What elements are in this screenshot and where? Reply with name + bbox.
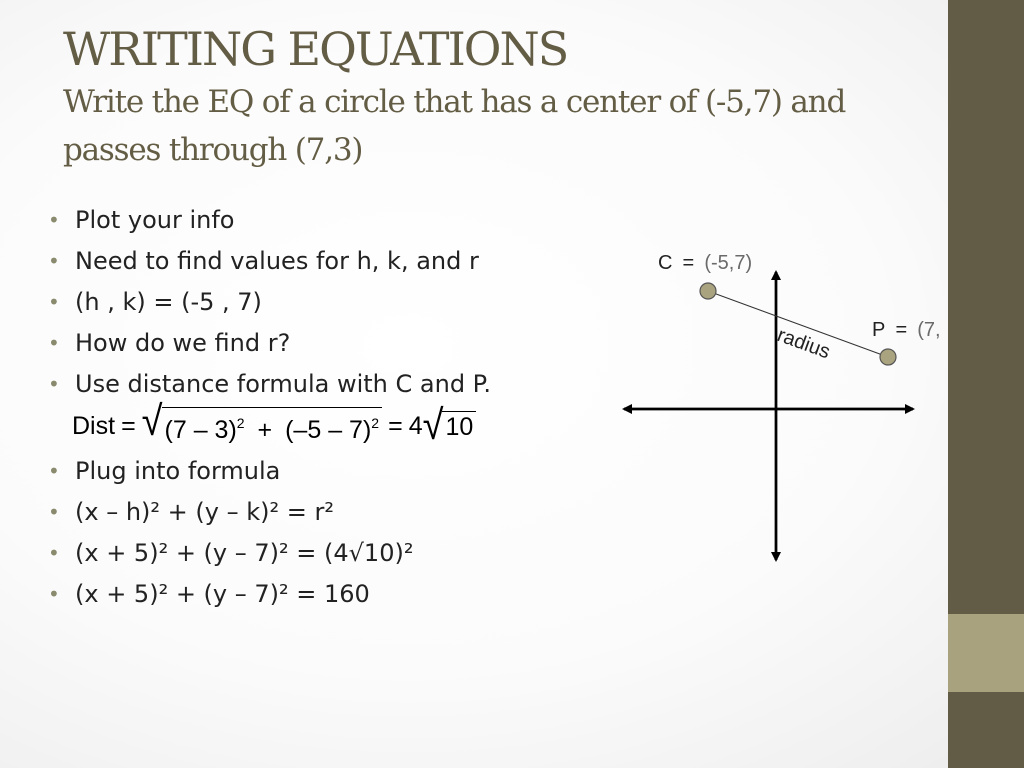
bullet-item: • Need to find values for h, k, and r: [48, 245, 535, 277]
bullet-list: [48, 204, 548, 619]
distance-formula: [72, 398, 548, 449]
slide-subtitle: Write the EQ of a circle that has a center of (-5,7) and passes through (7,3): [63, 84, 846, 168]
distance-formula-row: [48, 398, 548, 449]
result-radical: [422, 402, 477, 449]
bullet-item: • Plug into formula: [48, 455, 548, 487]
radical-sign: √: [422, 402, 444, 449]
formula-term-2: (–5 – 7): [285, 416, 372, 444]
slide-title: WRITING EQUATIONS: [63, 22, 568, 76]
exponent-1: 2: [236, 415, 245, 431]
bullet-item: • (h , k) = (-5 , 7): [48, 286, 548, 318]
formula-term-1: (7 – 3): [164, 416, 237, 444]
radical-sign: √: [141, 398, 163, 445]
coordinate-diagram: [600, 240, 948, 570]
bullet-item: • Use distance formula with C and P.: [48, 368, 535, 400]
slide-title-block: [63, 20, 943, 174]
bullet-item: • (x + 5)² + (y – 7)² = (4√10)²: [48, 537, 548, 569]
radical-content: [162, 407, 383, 445]
bullet-item: • How do we find r?: [48, 327, 548, 359]
bullet-item: • (x – h)² + (y – k)² = r²: [48, 496, 548, 528]
bullet-item: • (x + 5)² + (y – 7)² = 160: [48, 578, 548, 610]
exponent-2: 2: [371, 415, 380, 431]
circle-point-label: P = (7,: [872, 319, 941, 341]
formula-equals-2: =: [388, 412, 403, 440]
radius-label: radius: [774, 324, 834, 364]
formula-label: Dist: [72, 412, 116, 440]
result-radicand: 10: [442, 411, 476, 442]
center-point-label: C = (-5,7): [658, 252, 753, 274]
result-coefficient: 4: [408, 412, 423, 440]
formula-radical: [141, 398, 382, 445]
formula-plus: +: [257, 416, 273, 444]
bullet-item: • Plot your info: [48, 204, 548, 236]
formula-equals: =: [121, 412, 136, 440]
circle-point: [880, 349, 896, 365]
sidebar-accent-block: [948, 614, 1024, 692]
center-point: [700, 283, 716, 299]
